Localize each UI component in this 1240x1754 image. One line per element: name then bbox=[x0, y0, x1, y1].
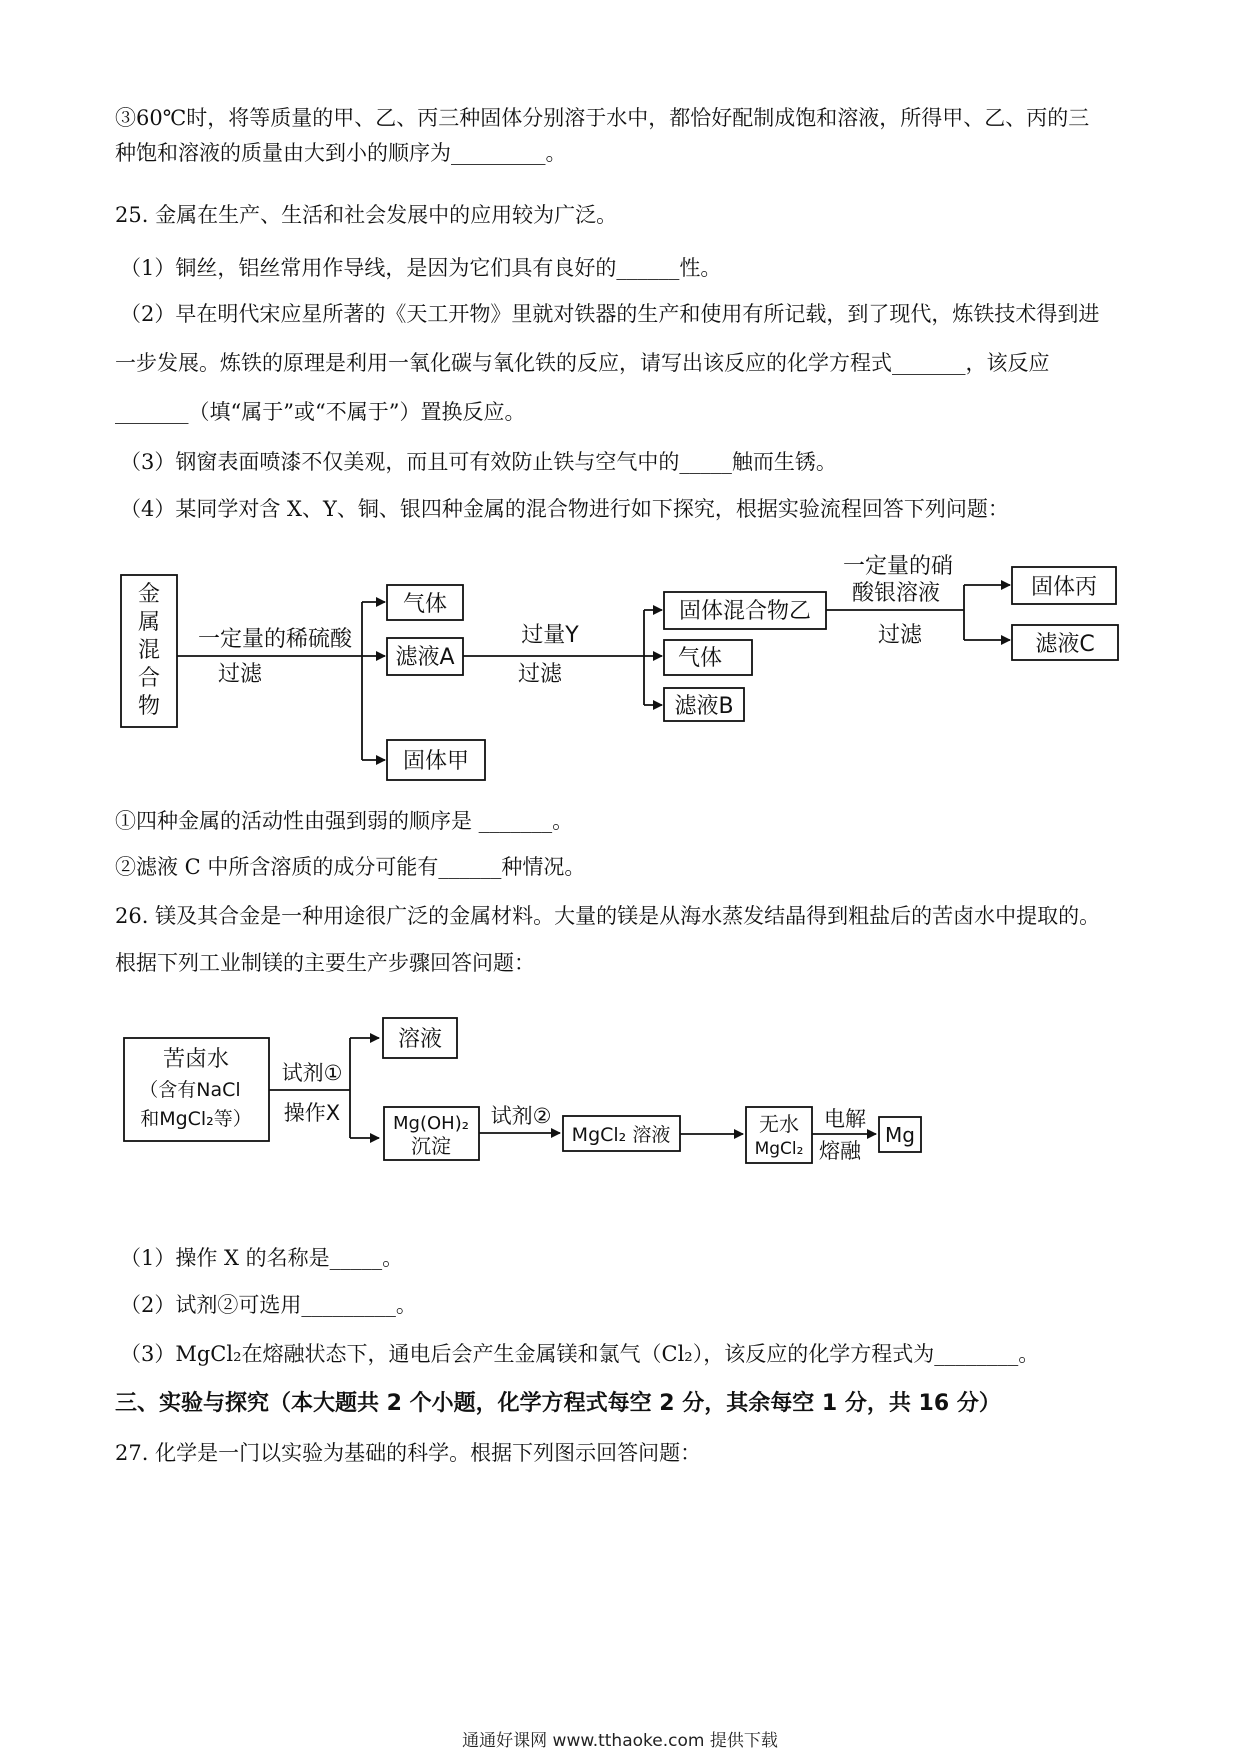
question-26-3: （3）MgCl₂在熔融状态下，通电后会产生金属镁和氯气（Cl₂），该反应的化学方程式为________。 bbox=[120, 1342, 1040, 1366]
mgoh2-label: 沉淀 bbox=[411, 1134, 451, 1158]
filtrate-b-label: 滤液B bbox=[674, 694, 734, 719]
solid-c-label: 固体丙 bbox=[1030, 575, 1098, 600]
question-25: 25. 金属在生产、生活和社会发展中的应用较为广泛。 bbox=[115, 203, 618, 227]
question-27: 27. 化学是一门以实验为基础的科学。根据下列图示回答问题： bbox=[115, 1441, 702, 1465]
anhydrous-label: 无水 bbox=[759, 1112, 799, 1136]
step2-sublabel: 过滤 bbox=[517, 662, 563, 687]
start-char: 混 bbox=[137, 638, 161, 663]
gas-1-label: 气体 bbox=[402, 592, 448, 617]
text-line: _______（填“属于”或“不属于”）置换反应。 bbox=[115, 400, 526, 424]
molten-label: 熔融 bbox=[819, 1139, 861, 1163]
footer-watermark: 通通好课网 www.tthaoke.com 提供下载 bbox=[462, 1731, 778, 1751]
text-line: 种饱和溶液的质量由大到小的顺序为_________。 bbox=[115, 141, 567, 165]
filtrate-c-label: 滤液C bbox=[1035, 632, 1095, 657]
start-char: 合 bbox=[137, 666, 161, 691]
start-char: 物 bbox=[137, 694, 161, 719]
question-25-3: （3）钢窗表面喷漆不仅美观，而且可有效防止铁与空气中的_____触而生锈。 bbox=[120, 450, 837, 474]
question-25-1: （1）铜丝，铝丝常用作导线，是因为它们具有良好的______性。 bbox=[120, 256, 722, 280]
electrolysis-label: 电解 bbox=[824, 1107, 866, 1131]
bittern-label: （含有NaCl bbox=[139, 1079, 241, 1101]
metal-separation-diagram bbox=[121, 567, 1118, 780]
bittern-label: 苦卤水 bbox=[162, 1047, 230, 1072]
question-26-2: （2）试剂②可选用_________。 bbox=[120, 1293, 417, 1317]
filtrate-a-label: 滤液A bbox=[395, 645, 455, 670]
question-26: 26. 镁及其合金是一种用途很广泛的金属材料。大量的镁是从海水蒸发结晶得到粗盐后的苦卤水中提取的。 bbox=[115, 904, 1101, 928]
start-char: 属 bbox=[137, 610, 161, 635]
text-line: 一步发展。炼铁的原理是利用一氧化碳与氧化铁的反应，请写出该反应的化学方程式_______，该反应 bbox=[115, 351, 1050, 375]
reagent-1-label: 试剂① bbox=[281, 1061, 343, 1085]
mg-label: Mg bbox=[885, 1123, 915, 1147]
question-25-4: （4）某同学对含 X、Y、铜、银四种金属的混合物进行如下探究，根据实验流程回答下列问题： bbox=[120, 497, 1009, 521]
question-25-2: （2）早在明代宋应星所著的《天工开物》里就对铁器的生产和使用有所记载，到了现代，炼铁技术得到进 bbox=[120, 302, 1100, 326]
step3-label: 一定量的硝 bbox=[842, 554, 954, 579]
mgoh2-label: Mg(OH)₂ bbox=[393, 1113, 469, 1134]
step1-label: 一定量的稀硫酸 bbox=[197, 627, 353, 652]
solid-a-label: 固体甲 bbox=[402, 749, 470, 774]
question-25-4-2: ②滤液 C 中所含溶质的成分可能有______种情况。 bbox=[115, 855, 586, 879]
step2-label: 过量Y bbox=[521, 623, 579, 648]
question-26-1: （1）操作 X 的名称是_____。 bbox=[120, 1246, 404, 1270]
solution-label: 溶液 bbox=[397, 1027, 443, 1052]
step1-sublabel: 过滤 bbox=[217, 662, 263, 687]
anhydrous-label: MgCl₂ bbox=[754, 1139, 804, 1159]
text-line: 根据下列工业制镁的主要生产步骤回答问题： bbox=[115, 951, 535, 975]
reagent-2-label: 试剂② bbox=[490, 1104, 552, 1128]
gas-2-label: 气体 bbox=[677, 646, 723, 671]
text-line: ③60℃时，将等质量的甲、乙、丙三种固体分别溶于水中，都恰好配制成饱和溶液，所得甲、乙、丙的三 bbox=[115, 106, 1090, 130]
solid-mix-b-label: 固体混合物乙 bbox=[678, 599, 812, 624]
mgcl2-solution-label: MgCl₂ 溶液 bbox=[571, 1124, 671, 1146]
question-25-4-1: ①四种金属的活动性由强到弱的顺序是 _______。 bbox=[115, 809, 574, 833]
start-char: 金 bbox=[137, 582, 161, 607]
step3-label: 酸银溶液 bbox=[851, 581, 941, 606]
operation-x-label: 操作X bbox=[283, 1101, 341, 1125]
section-heading: 三、实验与探究（本大题共 2 个小题，化学方程式每空 2 分，其余每空 1 分，共 16 分） bbox=[115, 1391, 1001, 1416]
bittern-label: 和MgCl₂等） bbox=[140, 1108, 252, 1130]
step3-sublabel: 过滤 bbox=[877, 623, 923, 648]
